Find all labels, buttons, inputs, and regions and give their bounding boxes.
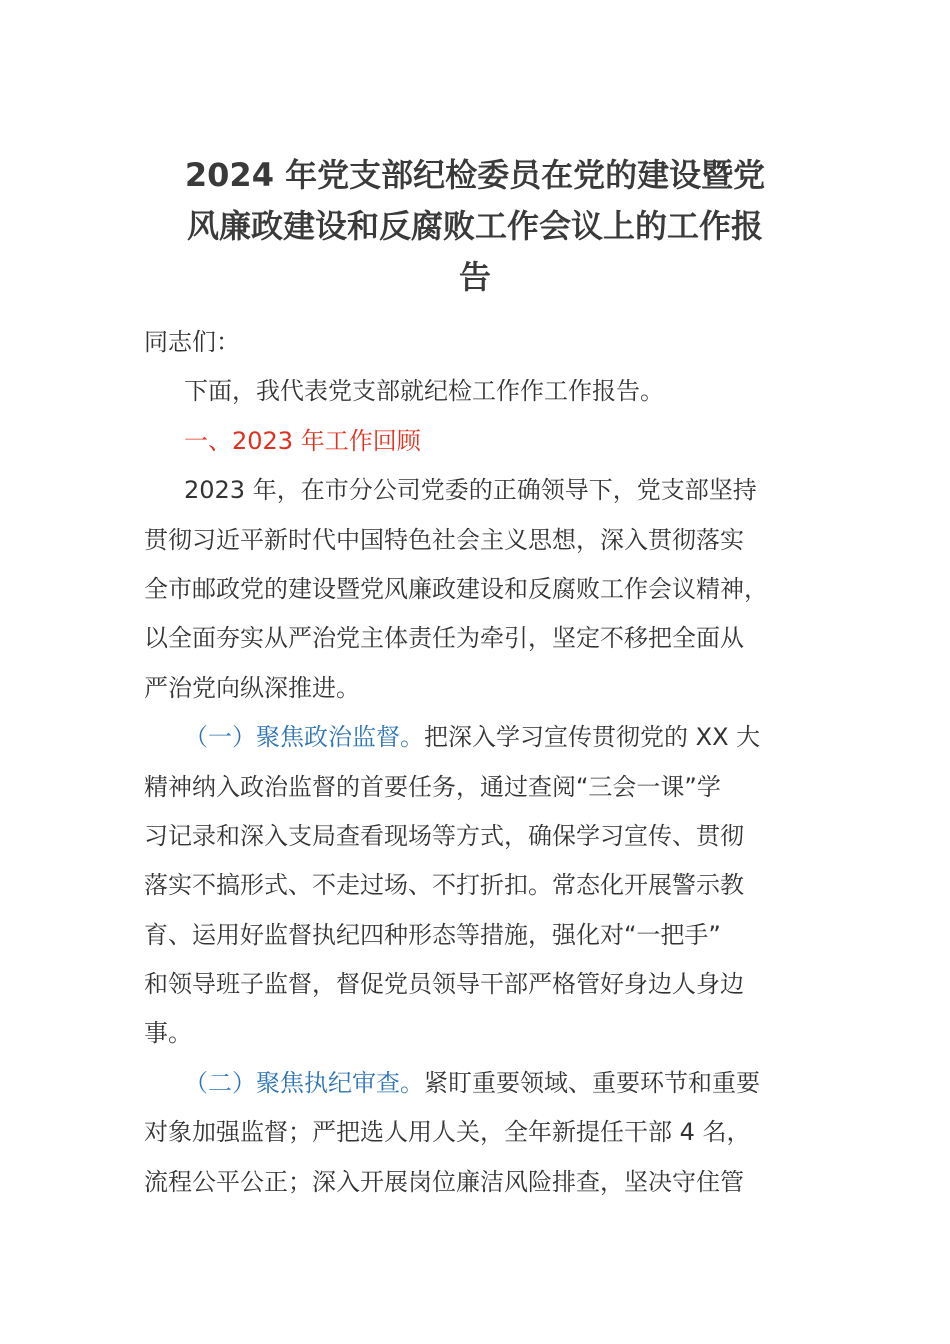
subheading-2: （二）聚焦执纪审查。: [184, 1068, 424, 1097]
document-body: [144, 318, 814, 1207]
para1-line-3: 全市邮政党的建设暨党风廉政建设和反腐败工作会议精神，: [144, 574, 768, 603]
sub2-first-line: [144, 1059, 814, 1108]
sub2-line-3: 流程公平公正；深入开展岗位廉洁风险排查，坚决守住管: [144, 1167, 744, 1196]
title-line-3: 告: [458, 258, 491, 296]
para1-line-2: 贯彻习近平新时代中国特色社会主义思想，深入贯彻落实: [144, 525, 744, 554]
para1-line-1: 2023 年，在市分公司党委的正确领导下，党支部坚持: [184, 476, 757, 505]
subheading-1: （一）聚焦政治监督。: [184, 723, 424, 752]
sub1-first-line: [144, 713, 814, 762]
para1-line-4: 以全面夯实从严治党主体责任为牵引，坚定不移把全面从: [144, 624, 744, 653]
sub2-first-line-text: 紧盯重要领域、重要环节和重要: [424, 1068, 760, 1097]
sub1-line-6: 和领导班子监督，督促党员领导干部严格管好身边人身边: [144, 970, 744, 999]
section-heading-1: 一、2023 年工作回顾: [184, 426, 421, 455]
sub1-line-2: 精神纳入政治监督的首要任务，通过查阅“三会一课”学: [144, 772, 721, 801]
salutation: 同志们：: [144, 328, 240, 356]
sub1-line-7: 事。: [144, 1019, 192, 1048]
title-line-2: 风廉政建设和反腐败工作会议上的工作报: [186, 207, 763, 245]
document-title: [140, 150, 810, 303]
sub2-line-2: 对象加强监督；严把选人用人关，全年新提任干部 4 名，: [144, 1118, 751, 1147]
para1-line-5: 严治党向纵深推进。: [144, 673, 360, 702]
title-line-1: 2024 年党支部纪检委员在党的建设暨党: [184, 156, 766, 194]
sub1-first-line-text: 把深入学习宣传贯彻党的 XX 大: [424, 723, 761, 752]
sub1-line-4: 落实不搞形式、不走过场、不打折扣。常态化开展警示教: [144, 871, 744, 900]
sub1-line-5: 育、运用好监督执纪四种形态等措施，强化对“一把手”: [144, 920, 721, 949]
sub1-line-3: 习记录和深入支局查看现场等方式，确保学习宣传、贯彻: [144, 821, 744, 850]
intro-paragraph: 下面，我代表党支部就纪检工作作工作报告。: [184, 377, 664, 406]
